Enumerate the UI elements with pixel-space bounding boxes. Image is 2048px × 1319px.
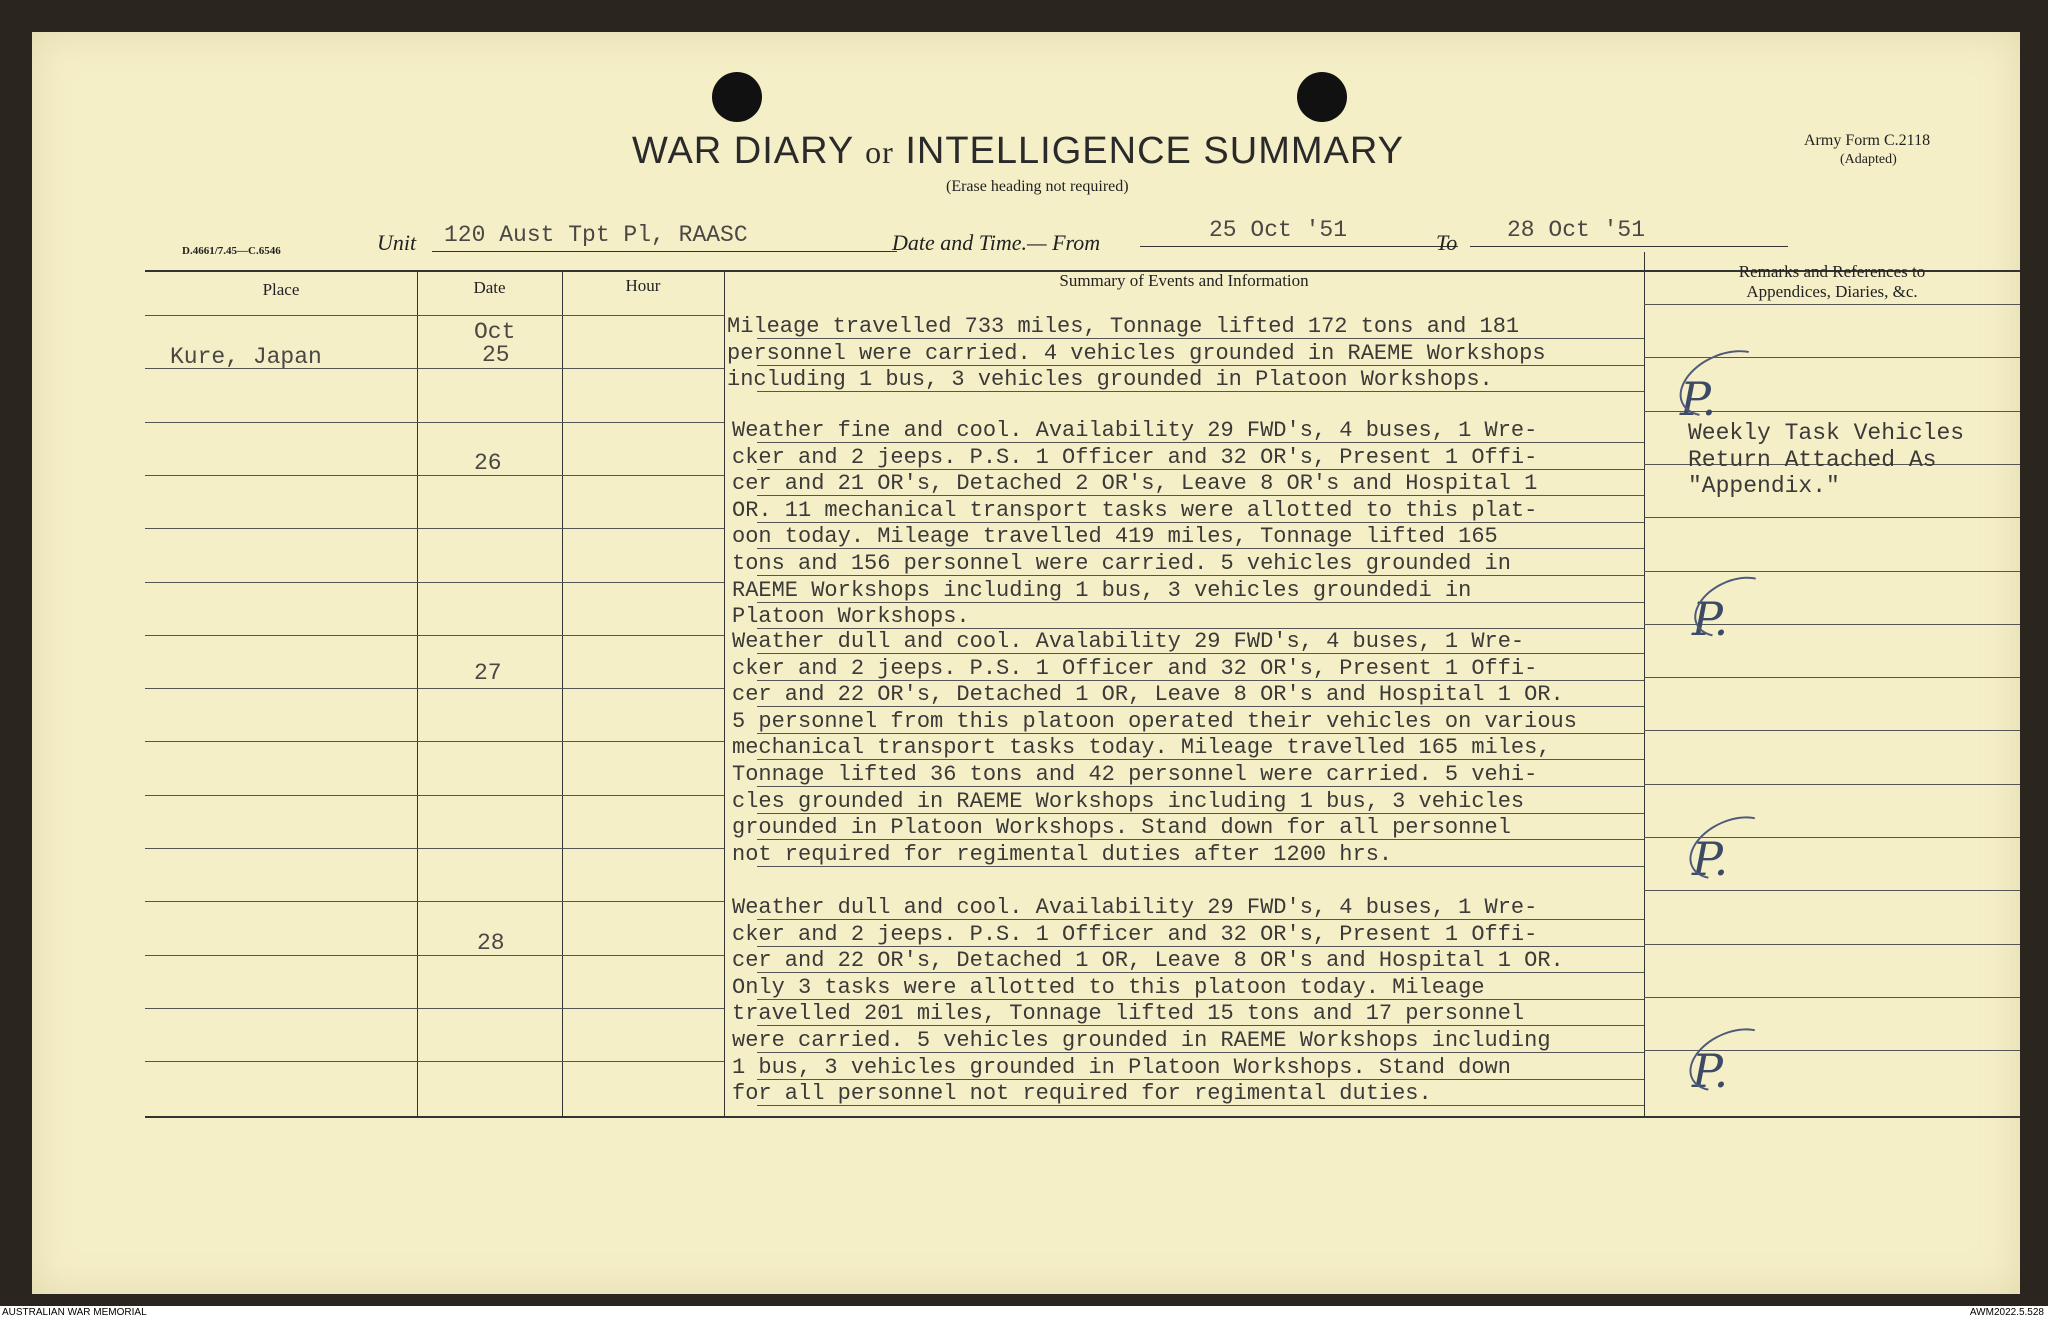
summary-line: Only 3 tasks were allotted to this platoon today. Mileage: [732, 974, 1485, 1000]
ruled-line: [145, 795, 724, 796]
to-date-value: 28 Oct '51: [1507, 217, 1646, 243]
to-underline: [1470, 246, 1788, 247]
ruled-line: [145, 955, 724, 956]
ruled-line: [145, 315, 724, 316]
remarks-header-line-2: Appendices, Diaries, &c.: [1746, 282, 1918, 301]
ruled-line: [145, 582, 724, 583]
ruled-line: [1644, 571, 2020, 572]
punch-hole-left: [712, 72, 762, 122]
summary-line: cles grounded in RAEME Workshops including 1 bus, 3 vehicles: [732, 788, 1525, 814]
summary-line: Weather dull and cool. Avalability 29 FWD's, 4 buses, 1 Wre-: [732, 629, 1525, 654]
summary-line: Weather dull and cool. Availability 29 FWD's, 4 buses, 1 Wre-: [732, 895, 1538, 920]
ruled-line: [145, 741, 724, 742]
punch-hole-right: [1297, 72, 1347, 122]
title-intelligence-summary: INTELLIGENCE SUMMARY: [905, 130, 1404, 172]
page-title: [632, 130, 1404, 173]
entry-day: 26: [474, 450, 502, 476]
summary-line: cker and 2 jeeps. P.S. 1 Officer and 32 OR's, Present 1 Offi-: [732, 444, 1538, 470]
ruled-line: [145, 901, 724, 902]
signature-initial: P.: [1692, 832, 1729, 886]
unit-underline: [432, 251, 897, 252]
hour-summary-divider: [724, 270, 725, 1118]
title-or: or: [865, 134, 894, 170]
remarks-line: "Appendix.": [1688, 473, 1840, 500]
summary-line: cer and 22 OR's, Detached 1 OR, Leave 8 OR's and Hospital 1 OR.: [732, 948, 1564, 974]
ruled-line: [145, 1061, 724, 1062]
summary-line: grounded in Platoon Workshops. Stand down for all personnel: [732, 815, 1511, 841]
date-time-label: Date and Time.— From: [892, 230, 1101, 255]
summary-line: mechanical transport tasks today. Mileage travelled 165 miles,: [732, 735, 1551, 761]
from-date-value: 25 Oct '51: [1209, 217, 1348, 243]
summary-line: Tonnage lifted 36 tons and 42 personnel were carried. 5 vehi-: [732, 761, 1538, 787]
summary-line: 1 bus, 3 vehicles grounded in Platoon Workshops. Stand down: [732, 1054, 1511, 1080]
ruled-line: [145, 528, 724, 529]
summary-line: travelled 201 miles, Tonnage lifted 15 tons and 17 personnel: [732, 1001, 1525, 1027]
column-header-place: Place: [262, 280, 300, 299]
summary-remarks-divider: [1644, 252, 1645, 1118]
entry-month: Oct: [474, 319, 516, 345]
summary-line: RAEME Workshops including 1 bus, 3 vehicles groundedi in: [732, 577, 1472, 603]
army-form-label: Army Form C.2118: [1804, 132, 1931, 149]
to-label: To: [1436, 230, 1458, 255]
summary-line: cker and 2 jeeps. P.S. 1 Officer and 32 OR's, Present 1 Offi-: [732, 921, 1538, 947]
entry-place: Kure, Japan: [170, 344, 322, 370]
entry-summary-26: [732, 418, 1537, 631]
ruled-line: [1644, 944, 2020, 945]
ruled-line: [1644, 517, 2020, 518]
entry-day: 28: [477, 930, 505, 956]
signature-initial: P.: [1680, 372, 1717, 426]
summary-line: personnel were carried. 4 vehicles grounded in RAEME Workshops: [727, 340, 1546, 366]
column-header-remarks: [1644, 262, 2020, 302]
unit-label: Unit: [377, 230, 417, 255]
remarks-header-line-1: Remarks and References to: [1738, 262, 1926, 281]
entry-day: 27: [474, 660, 502, 686]
ruled-line: [145, 1008, 724, 1009]
ruled-line: [145, 422, 724, 423]
column-header-summary: Summary of Events and Information: [1059, 271, 1309, 290]
summary-line: not required for regimental duties after 1200 hrs.: [732, 841, 1393, 867]
table-bottom-rule: [145, 1116, 2020, 1118]
entry-remarks-26: [1688, 420, 1964, 500]
ruled-line: [1644, 890, 2020, 891]
ruled-line: [1644, 677, 2020, 678]
remarks-line: Return Attached As: [1688, 446, 1937, 473]
entry-day: 25: [482, 342, 510, 368]
title-war-diary: WAR DIARY: [632, 130, 854, 172]
ruled-line: [145, 688, 724, 689]
ruled-line: [1644, 304, 2020, 305]
footer-source: AUSTRALIAN WAR MEMORIAL: [2, 1307, 147, 1318]
summary-line: Weather fine and cool. Availability 29 FWD's, 4 buses, 1 Wre-: [732, 418, 1538, 443]
summary-line: for all personnel not required for regimental duties.: [732, 1081, 1432, 1107]
remarks-line: Weekly Task Vehicles: [1688, 420, 1965, 446]
entry-summary-27: [732, 629, 1577, 868]
army-form-adapted: (Adapted): [1840, 152, 1897, 167]
form-code: D.4661/7.45—C.6546: [182, 245, 281, 257]
summary-line: Platoon Workshops.: [732, 604, 970, 630]
entry-summary-28: [732, 895, 1564, 1108]
column-header-hour: Hour: [625, 276, 661, 295]
erase-note: (Erase heading not required): [946, 178, 1129, 195]
place-date-divider: [417, 270, 418, 1118]
entry-summary-25: [727, 314, 1546, 394]
summary-line: cer and 22 OR's, Detached 1 OR, Leave 8 OR's and Hospital 1 OR.: [732, 682, 1564, 708]
summary-line: Mileage travelled 733 miles, Tonnage lifted 172 tons and 181: [727, 314, 1520, 339]
war-diary-sheet: [32, 32, 2020, 1294]
ruled-line: [145, 848, 724, 849]
signature-initial: P.: [1692, 1044, 1729, 1098]
ruled-line: [1644, 357, 2020, 358]
date-hour-divider: [562, 270, 563, 1118]
ruled-line: [1644, 784, 2020, 785]
footer-accession-number: AWM2022.5.528: [1969, 1307, 2044, 1318]
summary-line: cker and 2 jeeps. P.S. 1 Officer and 32 OR's, Present 1 Offi-: [732, 655, 1538, 681]
summary-line: oon today. Mileage travelled 419 miles, Tonnage lifted 165: [732, 524, 1498, 550]
ruled-line: [1644, 997, 2020, 998]
from-underline: [1140, 246, 1458, 247]
summary-line: cer and 21 OR's, Detached 2 OR's, Leave 8 OR's and Hospital 1: [732, 471, 1538, 497]
summary-line: OR. 11 mechanical transport tasks were allotted to this plat-: [732, 497, 1538, 523]
summary-line: were carried. 5 vehicles grounded in RAEME Workshops including: [732, 1027, 1551, 1053]
signature-initial: P.: [1692, 592, 1729, 646]
summary-line: including 1 bus, 3 vehicles grounded in Platoon Workshops.: [727, 367, 1493, 393]
ruled-line: [145, 475, 724, 476]
ruled-line: [145, 635, 724, 636]
unit-value: 120 Aust Tpt Pl, RAASC: [444, 222, 748, 248]
column-header-date: Date: [473, 278, 506, 297]
ruled-line: [1644, 730, 2020, 731]
summary-line: tons and 156 personnel were carried. 5 vehicles grounded in: [732, 550, 1511, 576]
summary-line: 5 personnel from this platoon operated their vehicles on various: [732, 708, 1577, 734]
